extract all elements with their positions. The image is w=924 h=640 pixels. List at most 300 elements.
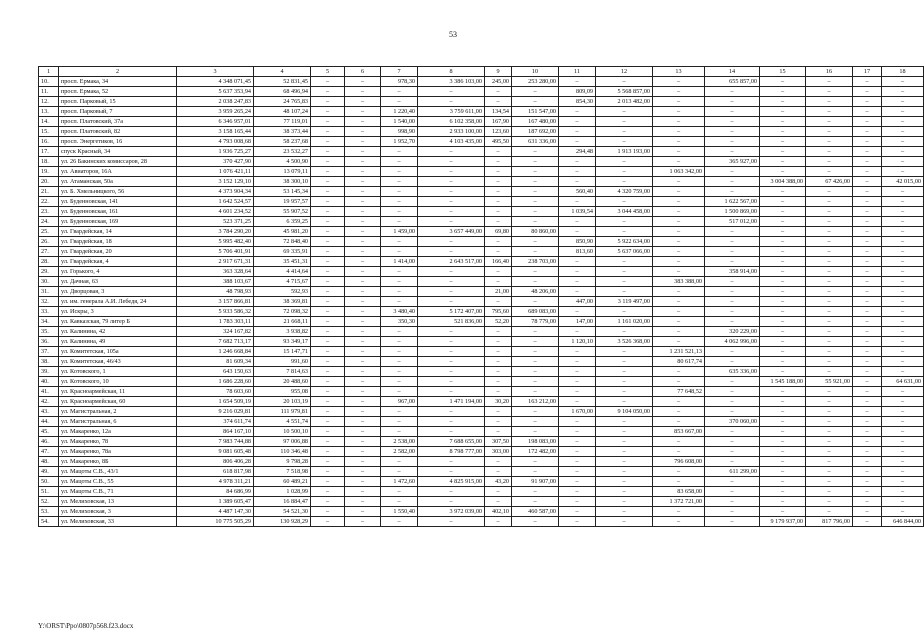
table-cell: 16 884,47 (254, 497, 311, 507)
table-cell: 151 547,00 (512, 107, 559, 117)
table-cell: – (705, 227, 760, 237)
table-cell: – (559, 387, 596, 397)
address-cell: ул. Гвардейская, 18 (59, 237, 177, 247)
table-cell: – (853, 437, 882, 447)
table-cell: – (653, 407, 705, 417)
table-cell: – (806, 457, 853, 467)
table-cell: – (705, 487, 760, 497)
table-cell: – (345, 87, 381, 97)
table-cell: – (653, 197, 705, 207)
table-cell: – (345, 97, 381, 107)
table-cell: – (705, 187, 760, 197)
table-cell: 78 779,00 (512, 317, 559, 327)
table-cell: – (559, 487, 596, 497)
table-cell: – (596, 467, 653, 477)
table-cell: – (418, 457, 485, 467)
table-cell: – (882, 97, 924, 107)
table-cell: – (512, 337, 559, 347)
table-cell: 4 103 435,00 (418, 137, 485, 147)
table-cell: 955,08 (254, 387, 311, 397)
table-cell: 5 706 401,91 (177, 247, 254, 257)
table-cell: – (311, 377, 345, 387)
table-cell: – (512, 167, 559, 177)
table-cell: 54. (39, 517, 59, 527)
table-cell: – (345, 227, 381, 237)
table-cell: – (853, 337, 882, 347)
table-cell: – (760, 137, 806, 147)
table-cell: – (853, 297, 882, 307)
table-cell: 3 386 103,00 (418, 77, 485, 87)
table-cell: – (760, 127, 806, 137)
address-cell: ул. Макаренко, 8Б (59, 457, 177, 467)
table-cell: 1 654 509,19 (177, 397, 254, 407)
table-cell: – (806, 417, 853, 427)
table-cell: 2 582,00 (381, 447, 418, 457)
table-row (39, 267, 924, 277)
table-cell: – (853, 397, 882, 407)
table-cell: 5 922 634,00 (596, 237, 653, 247)
table-cell: – (345, 357, 381, 367)
table-cell: – (882, 467, 924, 477)
table-cell: – (345, 497, 381, 507)
table-cell: – (853, 487, 882, 497)
table-cell: – (559, 287, 596, 297)
table-cell: 635 336,00 (705, 367, 760, 377)
column-header: 13 (653, 67, 705, 77)
address-cell: ул. Комитетская, 105а (59, 347, 177, 357)
table-cell: – (853, 277, 882, 287)
address-cell: ул. Мелиховская, 3 (59, 507, 177, 517)
table-cell: – (882, 457, 924, 467)
table-cell: 643 150,63 (177, 367, 254, 377)
table-cell: – (806, 347, 853, 357)
table-cell: – (653, 157, 705, 167)
table-cell: 22. (39, 197, 59, 207)
table-row (39, 207, 924, 217)
table-cell: – (853, 497, 882, 507)
table-cell: 253 280,00 (512, 77, 559, 87)
table-cell: 4 062 996,00 (705, 337, 760, 347)
table-cell: – (882, 287, 924, 297)
table-cell: – (485, 147, 512, 157)
table-cell: – (596, 227, 653, 237)
address-cell: ул. Калинина, 49 (59, 337, 177, 347)
table-cell: – (806, 217, 853, 227)
table-cell: 2 013 482,00 (596, 97, 653, 107)
table-cell: – (705, 317, 760, 327)
table-cell: – (381, 367, 418, 377)
table-cell: – (345, 237, 381, 247)
table-cell: 4 825 915,00 (418, 477, 485, 487)
table-cell: 49. (39, 467, 59, 477)
table-cell: – (760, 317, 806, 327)
table-cell: – (345, 267, 381, 277)
table-cell: 1 076 421,11 (177, 167, 254, 177)
table-cell: 495,50 (485, 137, 512, 147)
table-cell: – (596, 347, 653, 357)
table-cell: 10. (39, 77, 59, 87)
table-cell: – (345, 277, 381, 287)
table-cell: – (853, 157, 882, 167)
table-cell: – (345, 187, 381, 197)
table-cell: 4 320 759,00 (596, 187, 653, 197)
table-cell: – (653, 447, 705, 457)
table-row (39, 217, 924, 227)
table-cell: 53. (39, 507, 59, 517)
table-cell: – (705, 407, 760, 417)
table-cell: 3 759 611,00 (418, 107, 485, 117)
table-cell: 1 913 193,00 (596, 147, 653, 157)
table-row (39, 307, 924, 317)
table-row (39, 177, 924, 187)
table-cell: – (760, 327, 806, 337)
table-cell: – (345, 437, 381, 447)
address-cell: ул. 26 Бакинских комиссаров, 28 (59, 157, 177, 167)
table-cell: 9 081 605,48 (177, 447, 254, 457)
table-cell: 795,60 (485, 307, 512, 317)
table-cell: – (559, 437, 596, 447)
table-cell: – (512, 497, 559, 507)
table-cell: – (345, 427, 381, 437)
table-cell: 77 119,01 (254, 117, 311, 127)
table-cell: – (311, 507, 345, 517)
table-cell: 631 336,00 (512, 137, 559, 147)
table-cell: – (853, 507, 882, 517)
table-cell: – (512, 187, 559, 197)
table-cell: – (311, 197, 345, 207)
table-cell: – (806, 267, 853, 277)
table-cell: – (653, 437, 705, 447)
table-cell: – (760, 257, 806, 267)
table-cell: – (485, 427, 512, 437)
table-row (39, 167, 924, 177)
table-cell: – (418, 277, 485, 287)
table-cell: – (705, 497, 760, 507)
table-cell: – (559, 277, 596, 287)
address-cell: ул. Дачная, 63 (59, 277, 177, 287)
table-cell: – (760, 477, 806, 487)
table-row (39, 247, 924, 257)
table-row (39, 357, 924, 367)
table-cell: – (381, 87, 418, 97)
table-cell: – (882, 397, 924, 407)
table-cell: – (559, 427, 596, 437)
table-cell: 13 079,11 (254, 167, 311, 177)
address-cell: ул. им. генерала А.И. Лебедя, 24 (59, 297, 177, 307)
table-cell: – (853, 247, 882, 257)
table-cell: – (882, 497, 924, 507)
table-row (39, 337, 924, 347)
table-cell: – (882, 77, 924, 87)
table-cell: – (512, 467, 559, 477)
table-cell: – (882, 407, 924, 417)
table-cell: – (882, 117, 924, 127)
table-cell: – (653, 267, 705, 277)
table-cell: 23 532,27 (254, 147, 311, 157)
table-cell: – (311, 77, 345, 87)
table-cell: – (806, 107, 853, 117)
table-cell: 1 459,00 (381, 227, 418, 237)
table-cell: 967,00 (381, 397, 418, 407)
table-cell: – (512, 277, 559, 287)
table-cell: – (345, 407, 381, 417)
table-cell: – (806, 447, 853, 457)
table-cell: 978,30 (381, 77, 418, 87)
table-cell: – (806, 87, 853, 97)
table-cell: – (345, 317, 381, 327)
table-cell: 3 959 265,24 (177, 107, 254, 117)
table-cell: – (311, 357, 345, 367)
table-cell: 245,00 (485, 77, 512, 87)
table-cell: 55 921,00 (806, 377, 853, 387)
table-cell: – (311, 477, 345, 487)
table-cell: 3 480,40 (381, 307, 418, 317)
table-cell: – (311, 107, 345, 117)
table-cell: – (311, 487, 345, 497)
table-cell: – (705, 517, 760, 527)
table-cell: 31. (39, 287, 59, 297)
table-cell: – (760, 427, 806, 437)
table-cell: 7 682 713,17 (177, 337, 254, 347)
table-cell: – (853, 127, 882, 137)
table-cell: – (485, 247, 512, 257)
table-cell: 4 601 234,52 (177, 207, 254, 217)
table-cell: – (381, 517, 418, 527)
table-cell: – (345, 327, 381, 337)
table-cell: 167 480,00 (512, 117, 559, 127)
table-cell: 83 658,00 (653, 487, 705, 497)
table-cell: 69,80 (485, 227, 512, 237)
table-cell: – (853, 447, 882, 457)
column-header: 2 (59, 67, 177, 77)
table-cell: – (311, 427, 345, 437)
table-row (39, 467, 924, 477)
table-cell: 3 157 866,81 (177, 297, 254, 307)
table-cell: – (882, 367, 924, 377)
table-cell: 134,54 (485, 107, 512, 117)
table-cell: 48 107,24 (254, 107, 311, 117)
table-cell: – (853, 387, 882, 397)
table-cell: – (806, 187, 853, 197)
table-cell: – (512, 247, 559, 257)
table-cell: – (705, 237, 760, 247)
table-cell: – (596, 487, 653, 497)
table-cell: – (345, 457, 381, 467)
table-cell: 43. (39, 407, 59, 417)
table-cell: – (596, 267, 653, 277)
table-cell: – (485, 377, 512, 387)
table-cell: – (345, 287, 381, 297)
table-cell: – (596, 447, 653, 457)
table-cell: – (806, 247, 853, 257)
table-cell: – (596, 387, 653, 397)
table-cell: – (760, 397, 806, 407)
table-cell: 9 179 937,00 (760, 517, 806, 527)
table-cell: 307,50 (485, 437, 512, 447)
table-cell: 28. (39, 257, 59, 267)
table-cell: 5 172 407,00 (418, 307, 485, 317)
table-cell: 998,90 (381, 127, 418, 137)
address-cell: ул. Красноармейская, 60 (59, 397, 177, 407)
table-cell: – (485, 517, 512, 527)
table-cell: 4 414,64 (254, 267, 311, 277)
table-cell: – (485, 387, 512, 397)
table-cell: – (882, 217, 924, 227)
table-cell: – (806, 147, 853, 157)
table-cell: 7 814,63 (254, 367, 311, 377)
table-cell: – (806, 467, 853, 477)
table-cell: – (806, 227, 853, 237)
table-cell: 1 500 869,00 (705, 207, 760, 217)
table-cell: – (485, 467, 512, 477)
table-row (39, 477, 924, 487)
address-cell: ул. Гвардейская, 14 (59, 227, 177, 237)
table-cell: – (418, 157, 485, 167)
table-cell: – (485, 457, 512, 467)
table-cell: – (705, 97, 760, 107)
address-cell: ул. Магистральная, 2 (59, 407, 177, 417)
table-cell: – (418, 417, 485, 427)
table-row (39, 497, 924, 507)
table-cell: – (485, 337, 512, 347)
table-row (39, 87, 924, 97)
table-cell: 5 995 482,40 (177, 237, 254, 247)
table-cell: – (596, 257, 653, 267)
table-cell: – (381, 417, 418, 427)
table-cell: – (760, 417, 806, 427)
table-cell: 1 540,00 (381, 117, 418, 127)
table-cell: 4 373 904,34 (177, 187, 254, 197)
table-cell: 370 427,90 (177, 157, 254, 167)
table-cell: – (806, 307, 853, 317)
table-cell: 3 004 388,00 (760, 177, 806, 187)
table-cell: – (418, 517, 485, 527)
table-cell: 3 152 129,10 (177, 177, 254, 187)
table-cell: – (760, 117, 806, 127)
table-cell: – (760, 487, 806, 497)
table-cell: – (760, 457, 806, 467)
table-cell: – (705, 167, 760, 177)
table-cell: – (653, 477, 705, 487)
table-cell: 2 917 671,31 (177, 257, 254, 267)
table-cell: – (311, 247, 345, 257)
table-cell: 517 012,00 (705, 217, 760, 227)
table-cell: – (311, 227, 345, 237)
table-cell: – (653, 397, 705, 407)
address-cell: ул. Макаренко, 78а (59, 447, 177, 457)
table-cell: – (418, 197, 485, 207)
table-cell: 84 686,99 (177, 487, 254, 497)
table-cell: – (760, 357, 806, 367)
table-cell: – (760, 147, 806, 157)
table-cell: 45. (39, 427, 59, 437)
table-cell: – (345, 477, 381, 487)
address-cell: ул. Мелиховская, 13 (59, 497, 177, 507)
table-cell: 560,40 (559, 187, 596, 197)
table-cell: – (381, 357, 418, 367)
table-cell: – (559, 327, 596, 337)
table-cell: 20 103,19 (254, 397, 311, 407)
table-cell: 44. (39, 417, 59, 427)
table-cell: – (559, 447, 596, 457)
table-cell: 16. (39, 137, 59, 147)
table-cell: – (311, 147, 345, 157)
table-cell: – (485, 277, 512, 287)
table-cell: – (311, 137, 345, 147)
table-cell: 198 083,00 (512, 437, 559, 447)
table-cell: 796 608,00 (653, 457, 705, 467)
table-cell: 2 643 517,00 (418, 257, 485, 267)
table-cell: – (760, 337, 806, 347)
table-cell: – (853, 87, 882, 97)
table-cell: 21,00 (485, 287, 512, 297)
table-cell: 7 688 655,00 (418, 437, 485, 447)
table-cell: – (596, 397, 653, 407)
address-cell: ул. Буденновская, 161 (59, 207, 177, 217)
table-cell: – (705, 137, 760, 147)
table-cell: – (512, 97, 559, 107)
table-cell: – (512, 427, 559, 437)
table-cell: 24. (39, 217, 59, 227)
table-cell: 523 371,25 (177, 217, 254, 227)
table-cell: – (418, 367, 485, 377)
table-cell: 646 844,00 (882, 517, 924, 527)
table-cell: – (760, 237, 806, 247)
table-cell: 26. (39, 237, 59, 247)
table-cell: – (311, 257, 345, 267)
table-cell: 3 784 290,20 (177, 227, 254, 237)
table-cell: – (596, 117, 653, 127)
table-cell: – (806, 127, 853, 137)
table-cell: – (853, 167, 882, 177)
table-cell: 38 369,81 (254, 297, 311, 307)
header-row (39, 67, 924, 77)
table-cell: – (418, 427, 485, 437)
table-cell: – (381, 327, 418, 337)
table-cell: – (882, 487, 924, 497)
table-cell: – (760, 367, 806, 377)
table-cell: – (806, 157, 853, 167)
table-cell: – (882, 257, 924, 267)
table-cell: – (381, 407, 418, 417)
table-cell: – (853, 197, 882, 207)
table-cell: 4 348 071,45 (177, 77, 254, 87)
column-header: 17 (853, 67, 882, 77)
table-cell: – (806, 277, 853, 287)
table-cell: 3 044 458,00 (596, 207, 653, 217)
table-cell: – (705, 377, 760, 387)
table-cell: – (882, 417, 924, 427)
table-cell: – (653, 467, 705, 477)
table-cell: – (882, 237, 924, 247)
table-cell: – (596, 127, 653, 137)
table-cell: 4 793 008,68 (177, 137, 254, 147)
address-cell: просп. Ермака, 34 (59, 77, 177, 87)
table-cell: – (806, 357, 853, 367)
table-cell: – (653, 247, 705, 257)
table-cell: – (345, 367, 381, 377)
table-cell: – (853, 177, 882, 187)
table-cell: – (485, 327, 512, 337)
table-cell: 11. (39, 87, 59, 97)
table-cell: 48. (39, 457, 59, 467)
table-cell: – (760, 247, 806, 257)
table-cell: – (760, 467, 806, 477)
table-cell: 809,09 (559, 87, 596, 97)
table-cell: – (485, 97, 512, 107)
address-cell: ул. Дворцовая, 3 (59, 287, 177, 297)
table-cell: – (512, 177, 559, 187)
